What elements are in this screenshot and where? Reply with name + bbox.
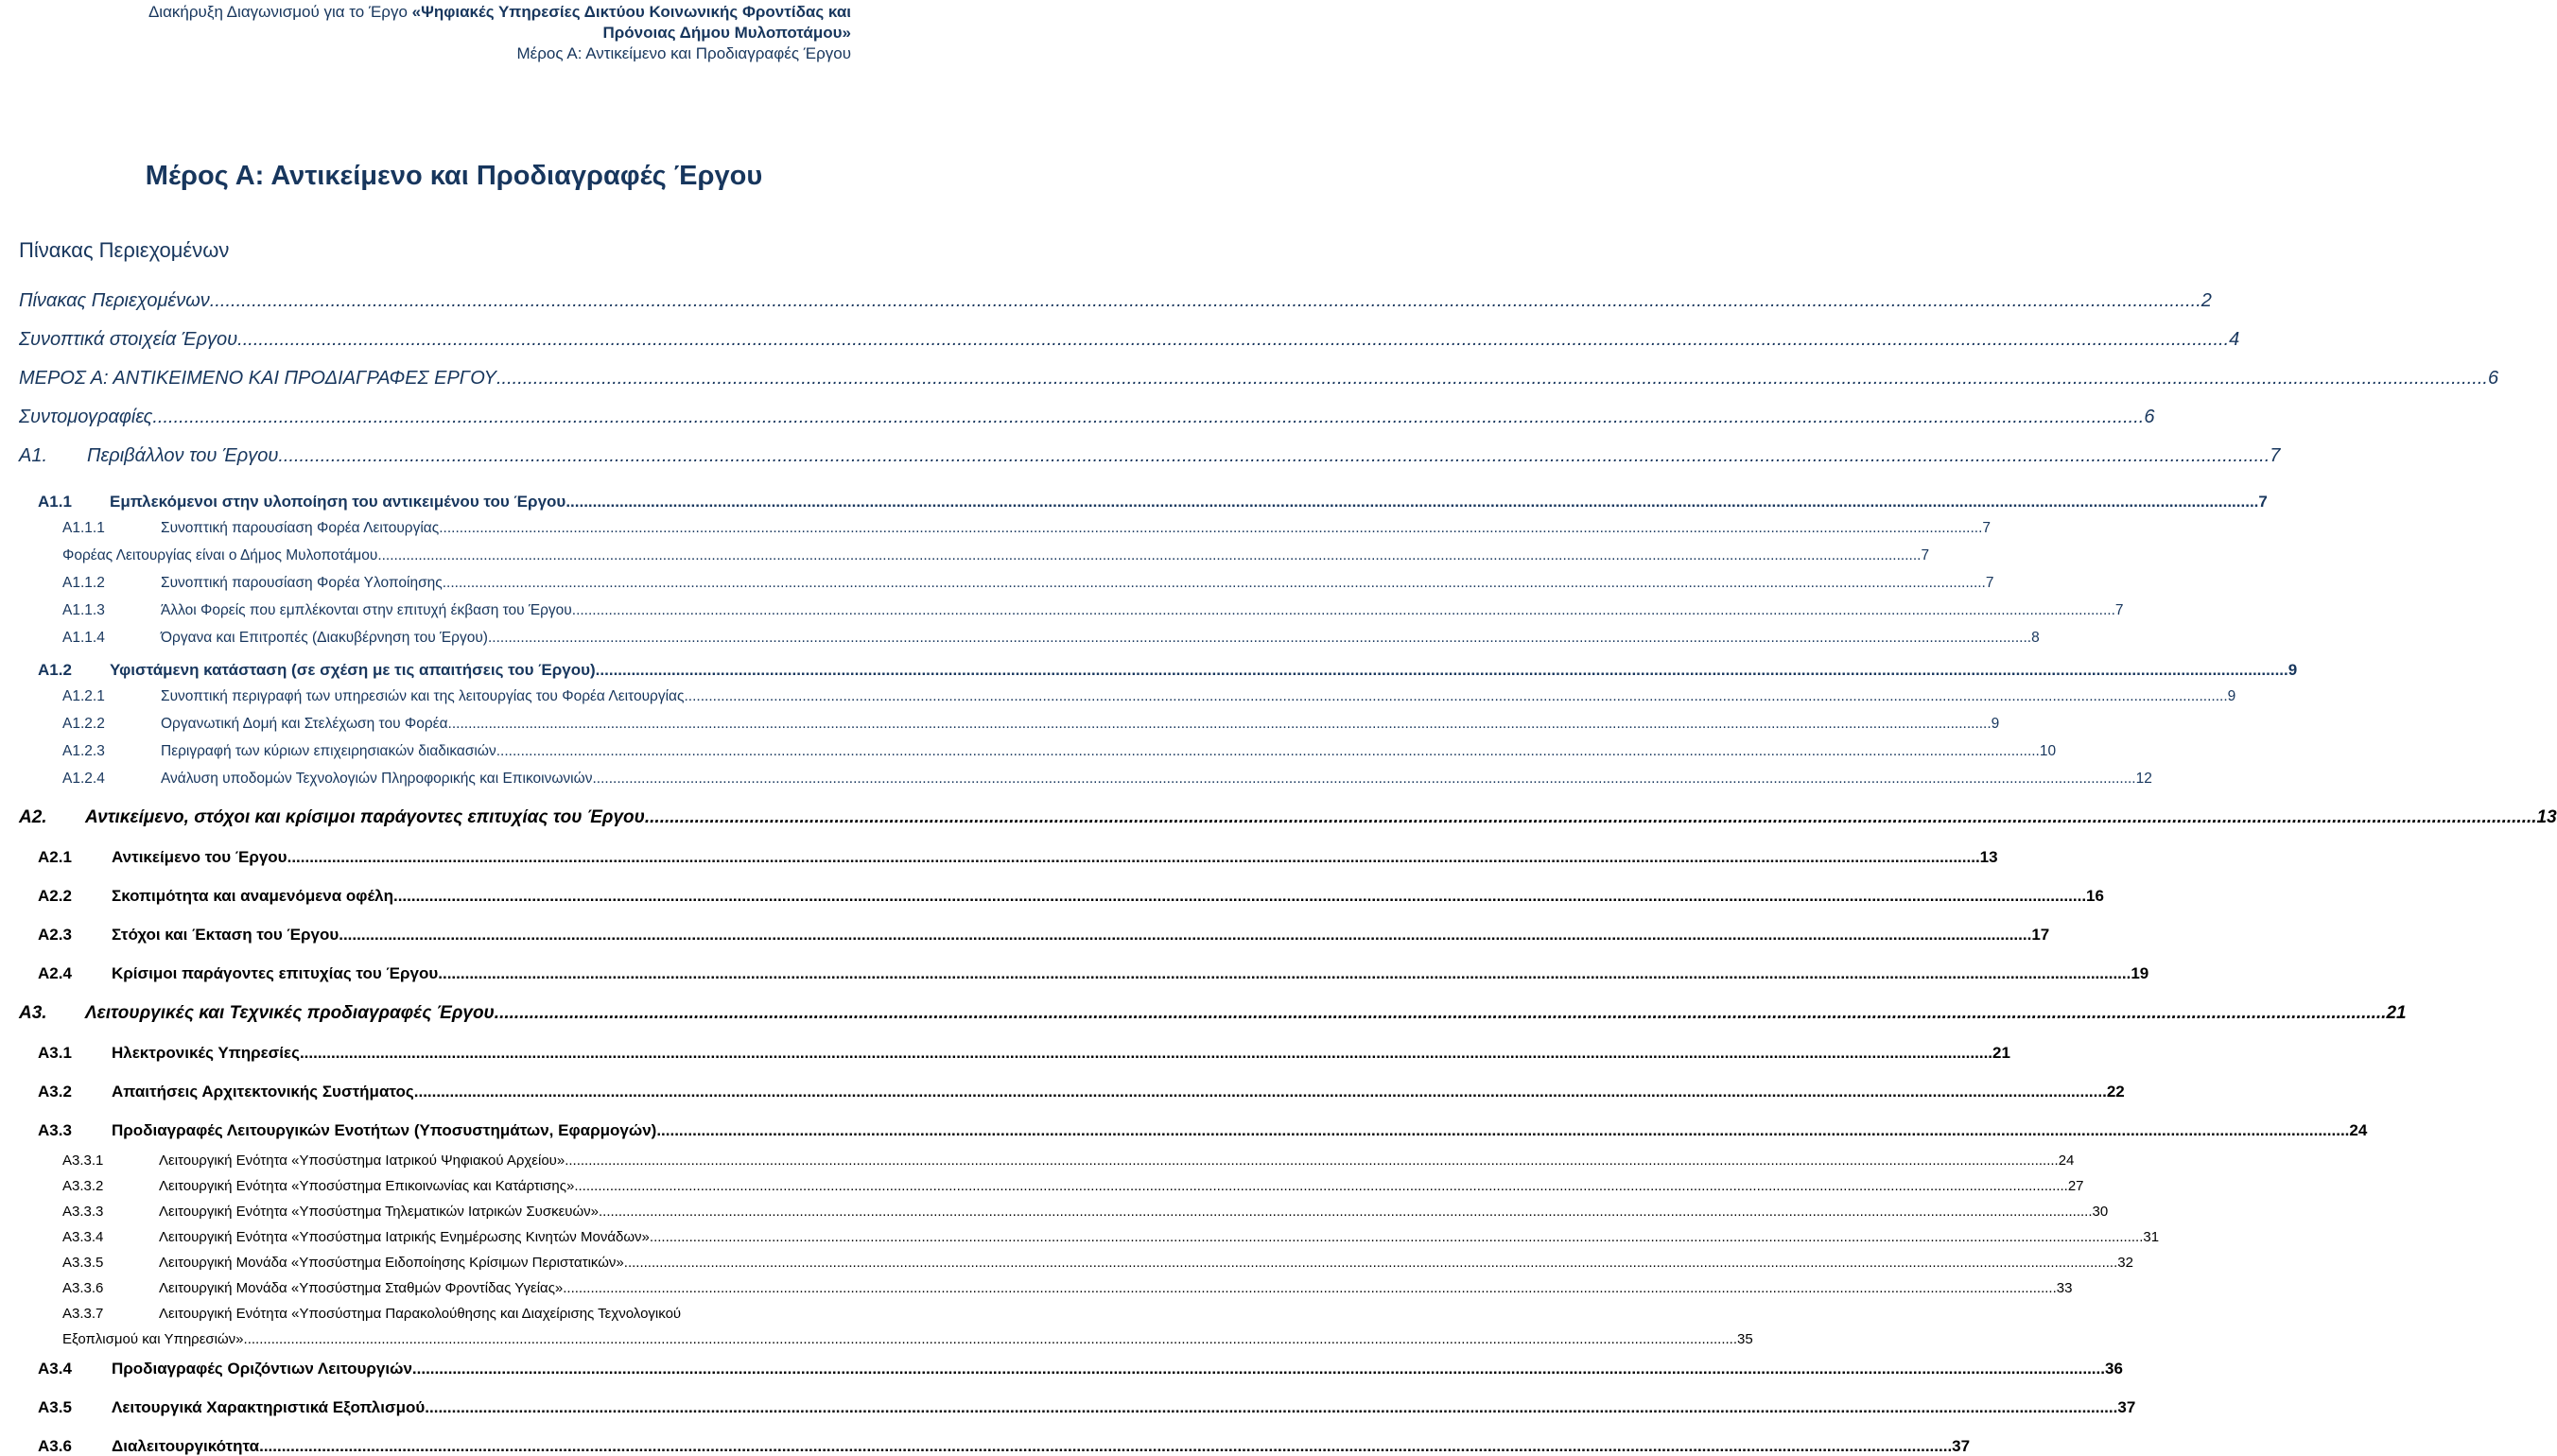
toc-entry-title: Εμπλεκόμενοι στην υλοποίηση του αντικειμένου του Έργου	[110, 493, 566, 511]
toc-leader-dots	[563, 1280, 2056, 1296]
toc-entry-title: Λειτουργικά Χαρακτηριστικά Εξοπλισμού	[112, 1398, 426, 1416]
toc-entry[interactable]	[0, 547, 1930, 564]
toc-leader-dots	[565, 1153, 2058, 1169]
toc-entry-title: Προδιαγραφές Οριζόντιων Λειτουργιών	[112, 1360, 412, 1378]
header-prefix: Διακήρυξη Διαγωνισμού για το Έργο	[148, 3, 412, 21]
toc-entry[interactable]	[0, 1255, 2133, 1271]
toc-entry-title: Στόχοι και Έκταση του Έργου	[112, 926, 339, 944]
toc-entry[interactable]	[0, 368, 2499, 390]
toc-leader-dots	[244, 1331, 1737, 1347]
toc-entry-page: 13	[2536, 807, 2557, 827]
toc-leader-dots	[565, 493, 2258, 511]
toc-entry[interactable]	[0, 964, 2149, 983]
toc-entry[interactable]	[0, 630, 2040, 647]
toc-entry-title: Συνοπτική περιγραφή των υπηρεσιών και της λειτουργίας του Φορέα Λειτουργίας	[161, 688, 685, 704]
toc-entry-title: Άλλοι Φορείς που εμπλέκονται στην επιτυχή έκβαση του Έργου	[161, 602, 572, 618]
toc-entry-page: 21	[1992, 1044, 2010, 1062]
toc-entry-continuation[interactable]	[0, 1331, 1753, 1347]
toc-entry-number: Α3.3.3	[62, 1204, 104, 1220]
toc-entry-number: Α2.3	[38, 926, 72, 944]
toc-entry-title: Λειτουργική Ενότητα «Υποσύστημα Παρακολούθησης και Διαχείρισης Τεχνολογικού	[159, 1306, 682, 1322]
toc-leader-dots	[425, 1398, 2117, 1417]
toc-entry[interactable]	[0, 661, 2298, 680]
toc-entry-number: Α3.3.1	[62, 1153, 104, 1169]
toc-entry[interactable]	[0, 1204, 2109, 1220]
toc-entry[interactable]	[0, 1360, 2123, 1378]
toc-entry[interactable]	[0, 807, 2557, 828]
toc-entry-title: Αντικείμενο, στόχοι και κρίσιμοι παράγοντες επιτυχίας του Έργου	[85, 807, 645, 827]
toc-entry-number: Α1.1	[38, 493, 72, 511]
header-line-1	[148, 2, 851, 23]
toc-entry-page: 7	[2114, 602, 2124, 618]
toc-entry-page: 13	[1979, 848, 1998, 866]
toc-leader-dots	[439, 520, 1982, 537]
toc-entry[interactable]	[0, 520, 1991, 537]
toc-entry[interactable]	[0, 1306, 908, 1322]
toc-leader-dots	[287, 848, 1980, 867]
toc-entry-title: ΜΕΡΟΣ Α: ΑΝΤΙΚΕΙΜΕΝΟ ΚΑΙ ΠΡΟΔΙΑΓΡΑΦΕΣ ΕΡΓΟΥ	[19, 368, 496, 389]
toc-entry-title: Αντικείμενο του Έργου	[112, 848, 287, 866]
toc-entry[interactable]	[0, 329, 2240, 351]
toc-entry-page: 7	[1982, 520, 1991, 536]
toc-entry[interactable]	[0, 743, 2057, 760]
toc-entry-title: Συνοπτική παρουσίαση Φορέα Υλοποίησης	[161, 575, 443, 591]
toc-entry-number: Α1.2	[38, 661, 72, 679]
toc-entry-title: Λειτουργική Ενότητα «Υποσύστημα Επικοινωνίας και Κατάρτισης»	[159, 1178, 575, 1194]
toc-entry-title: Πίνακας Περιεχομένων	[19, 290, 210, 311]
toc-leader-dots	[438, 964, 2131, 983]
toc-entry[interactable]	[0, 716, 2000, 733]
toc-entry-page: 24	[2058, 1153, 2075, 1169]
toc-entry[interactable]	[0, 1044, 2010, 1063]
toc-entry-number: Α2.4	[38, 964, 72, 982]
toc-entry-page: 37	[1952, 1437, 1971, 1455]
toc-entry-title: Συντομογραφίες	[19, 407, 153, 427]
toc-entry-title-cont: Εξοπλισμού και Υπηρεσιών»	[62, 1331, 244, 1347]
toc-entry-title: Ανάλυση υποδομών Τεχνολογιών Πληροφορικής και Επικοινωνιών	[161, 771, 593, 787]
toc-leader-dots	[656, 1121, 2349, 1140]
toc-entry-page: 6	[2487, 368, 2499, 389]
header-project-name: «Ψηφιακές Υπηρεσίες Δικτύου Κοινωνικής Φροντίδας και	[411, 3, 851, 21]
toc-entry[interactable]	[0, 1083, 2125, 1101]
toc-leader-dots	[237, 329, 2229, 351]
toc-leader-dots	[685, 688, 2228, 705]
toc-entry-number: Α1.2.3	[62, 743, 105, 759]
toc-entry[interactable]	[0, 493, 2268, 511]
toc-entry-page: 2	[2200, 290, 2212, 311]
header-project-name-cont: Πρόνοιας Δήμου Μυλοποτάμου»	[602, 24, 851, 42]
toc-leader-dots	[210, 290, 2201, 312]
toc-entry[interactable]	[0, 848, 1998, 867]
toc-entry[interactable]	[0, 1280, 2073, 1296]
toc-entry-number: Α1.1.3	[62, 602, 105, 618]
toc-entry-page: 9	[1991, 716, 2000, 732]
toc-entry-page: 30	[2092, 1204, 2109, 1220]
toc-entry-number: Α3.4	[38, 1360, 72, 1378]
toc-entry-title: Υφιστάμενη κατάσταση (σε σχέση με τις απαιτήσεις του Έργου)	[110, 661, 596, 679]
toc-entry-page: 21	[2386, 1003, 2407, 1023]
toc-entry-page: 24	[2349, 1121, 2368, 1139]
toc-entry-title: Απαιτήσεις Αρχιτεκτονικής Συστήματος	[112, 1083, 414, 1101]
toc-entry[interactable]	[0, 445, 2281, 467]
toc-entry-title: Λειτουργική Ενότητα «Υποσύστημα Ιατρικής Ενημέρωσης Κινητών Μονάδων»	[159, 1229, 650, 1245]
toc-entry-title: Λειτουργική Ενότητα «Υποσύστημα Τηλεματικών Ιατρικών Συσκευών»	[159, 1204, 600, 1220]
toc-entry-page: 7	[1921, 547, 1930, 563]
toc-entry-number: Α3.2	[38, 1083, 72, 1101]
toc-entry-number: Α2.	[19, 807, 47, 827]
toc-entry-title: Όργανα και Επιτροπές (Διακυβέρνηση του Έργου)	[161, 630, 488, 646]
toc-leader-dots	[448, 716, 1992, 733]
toc-entry[interactable]	[0, 1153, 2075, 1169]
toc-entry-title: Φορέας Λειτουργίας είναι ο Δήμος Μυλοποτάμου	[62, 547, 378, 563]
toc-entry-title: Προδιαγραφές Λειτουργικών Ενοτήτων (Υποσυστημάτων, Εφαρμογών)	[112, 1121, 657, 1139]
toc-entry-number: Α1.2.1	[62, 688, 105, 704]
toc-entry-title: Λειτουργικές και Τεχνικές προδιαγραφές Έργου	[85, 1003, 495, 1023]
toc-entry-number: Α3.5	[38, 1398, 72, 1416]
toc-entry-page: 22	[2106, 1083, 2125, 1101]
toc-entry-page: 7	[1985, 575, 1994, 591]
document-header	[148, 2, 851, 64]
toc-leader-dots	[414, 1083, 2107, 1101]
toc-leader-dots	[259, 1437, 1952, 1456]
toc-leader-dots	[596, 661, 2288, 680]
toc-entry-page: 33	[2056, 1280, 2073, 1296]
toc-entry-number: Α3.3.5	[62, 1255, 104, 1271]
toc-leader-dots	[393, 887, 2086, 906]
toc-entry-title: Σκοπιμότητα και αναμενόμενα οφέλη	[112, 887, 393, 905]
toc-entry-number: Α1.1.2	[62, 575, 105, 591]
toc-entry-title: Λειτουργική Μονάδα «Υποσύστημα Ειδοποίησης Κρίσιμων Περιστατικών»	[159, 1255, 624, 1271]
toc-entry-title: Ηλεκτρονικές Υπηρεσίες	[112, 1044, 300, 1062]
toc-entry[interactable]	[0, 1121, 2368, 1140]
toc-entry-page: 9	[2227, 688, 2236, 704]
toc-entry-page: 7	[2258, 493, 2268, 511]
toc-entry-page: 17	[2031, 926, 2050, 944]
toc-leader-dots	[496, 743, 2040, 760]
toc-entry[interactable]	[0, 1178, 2084, 1194]
toc-entry-page: 31	[2143, 1229, 2160, 1245]
header-line-2	[148, 23, 851, 43]
toc-entry-title: Οργανωτική Δομή και Στελέχωση του Φορέα	[161, 716, 448, 732]
toc-entry-page: 7	[2270, 445, 2281, 466]
toc-entry[interactable]	[0, 926, 2050, 945]
toc-entry-page: 10	[2039, 743, 2057, 759]
toc-leader-dots	[574, 1178, 2067, 1194]
toc-entry-number: Α1.1.4	[62, 630, 105, 646]
toc-entry-number: Α1.2.4	[62, 771, 105, 787]
toc-leader-dots	[572, 602, 2115, 619]
toc-entry-page: 9	[2287, 661, 2298, 679]
toc-entry-title: Λειτουργική Ενότητα «Υποσύστημα Ιατρικού Ψηφιακού Αρχείου»	[159, 1153, 565, 1169]
toc-leader-dots	[300, 1044, 1992, 1063]
toc-entry[interactable]	[0, 407, 2155, 428]
toc-entry-title: Συνοπτικά στοιχεία Έργου	[19, 329, 238, 350]
toc-entry-number: Α1.2.2	[62, 716, 105, 732]
toc-entry-page: 16	[2086, 887, 2104, 905]
toc-heading: Πίνακας Περιεχομένων	[19, 238, 230, 262]
toc-entry[interactable]	[0, 887, 2104, 906]
toc-entry-page: 37	[2117, 1398, 2136, 1416]
toc-leader-dots	[377, 547, 1921, 564]
page-title: Μέρος Α: Αντικείμενο και Προδιαγραφές Έργου	[145, 161, 763, 191]
toc-leader-dots	[650, 1229, 2143, 1245]
toc-entry-title: Λειτουργική Μονάδα «Υποσύστημα Σταθμών Φροντίδας Υγείας»	[159, 1280, 564, 1296]
header-line-3: Μέρος Α: Αντικείμενο και Προδιαγραφές Έργου	[516, 44, 851, 62]
toc-entry-number: Α1.	[19, 445, 48, 466]
toc-leader-dots	[152, 407, 2144, 428]
toc-leader-dots	[496, 368, 2488, 390]
toc-leader-dots	[624, 1255, 2117, 1271]
toc-entry-page: 8	[2031, 630, 2040, 646]
toc-entry-number: Α3.1	[38, 1044, 72, 1062]
toc-leader-dots	[592, 771, 2135, 788]
toc-entry-title: Συνοπτική παρουσίαση Φορέα Λειτουργίας	[161, 520, 440, 536]
toc-entry[interactable]	[0, 575, 1994, 592]
toc-entry-title: Περιγραφή των κύριων επιχειρησιακών διαδικασιών	[161, 743, 496, 759]
toc-entry-page: 6	[2144, 407, 2155, 427]
toc-entry-page: 35	[1737, 1331, 1753, 1347]
toc-leader-dots	[599, 1204, 2092, 1220]
toc-entry[interactable]	[0, 1437, 1971, 1456]
toc-leader-dots	[339, 926, 2031, 945]
toc-entry-title: Περιβάλλον του Έργου	[87, 445, 279, 466]
toc-entry[interactable]	[0, 1003, 2407, 1024]
toc-entry-number: Α3.	[19, 1003, 47, 1023]
toc-leader-dots	[645, 807, 2537, 828]
toc-entry-number: Α3.6	[38, 1437, 72, 1455]
toc-leader-dots	[488, 630, 2031, 647]
toc-entry[interactable]	[0, 602, 2124, 619]
toc-leader-dots	[443, 575, 1986, 592]
toc-entry-number: Α3.3.4	[62, 1229, 104, 1245]
toc-entry[interactable]	[0, 290, 2212, 312]
toc-entry-page: 27	[2067, 1178, 2084, 1194]
toc-entry-title: Κρίσιμοι παράγοντες επιτυχίας του Έργου	[112, 964, 439, 982]
toc-entry-number: Α3.3.6	[62, 1280, 104, 1296]
toc-entry-number: Α3.3.2	[62, 1178, 104, 1194]
toc-entry-number: Α2.2	[38, 887, 72, 905]
toc-entry-page: 19	[2131, 964, 2149, 982]
toc-entry-number: Α3.3	[38, 1121, 72, 1139]
toc-entry[interactable]	[0, 688, 2236, 705]
toc-entry-page: 36	[2104, 1360, 2123, 1378]
toc-leader-dots	[412, 1360, 2105, 1378]
toc-entry[interactable]	[0, 771, 2152, 788]
toc-entry-page: 12	[2135, 771, 2152, 787]
toc-entry-page: 32	[2117, 1255, 2133, 1271]
toc-entry[interactable]	[0, 1398, 2136, 1417]
toc-entry-title: Διαλειτουργικότητα	[112, 1437, 260, 1455]
toc-entry-page: 4	[2229, 329, 2240, 350]
toc-leader-dots	[278, 445, 2270, 467]
toc-entry-number: Α3.3.7	[62, 1306, 104, 1322]
toc-entry-number: Α2.1	[38, 848, 72, 866]
toc-leader-dots	[495, 1003, 2387, 1024]
toc-entry[interactable]	[0, 1229, 2160, 1245]
toc-entry-number: Α1.1.1	[62, 520, 105, 536]
